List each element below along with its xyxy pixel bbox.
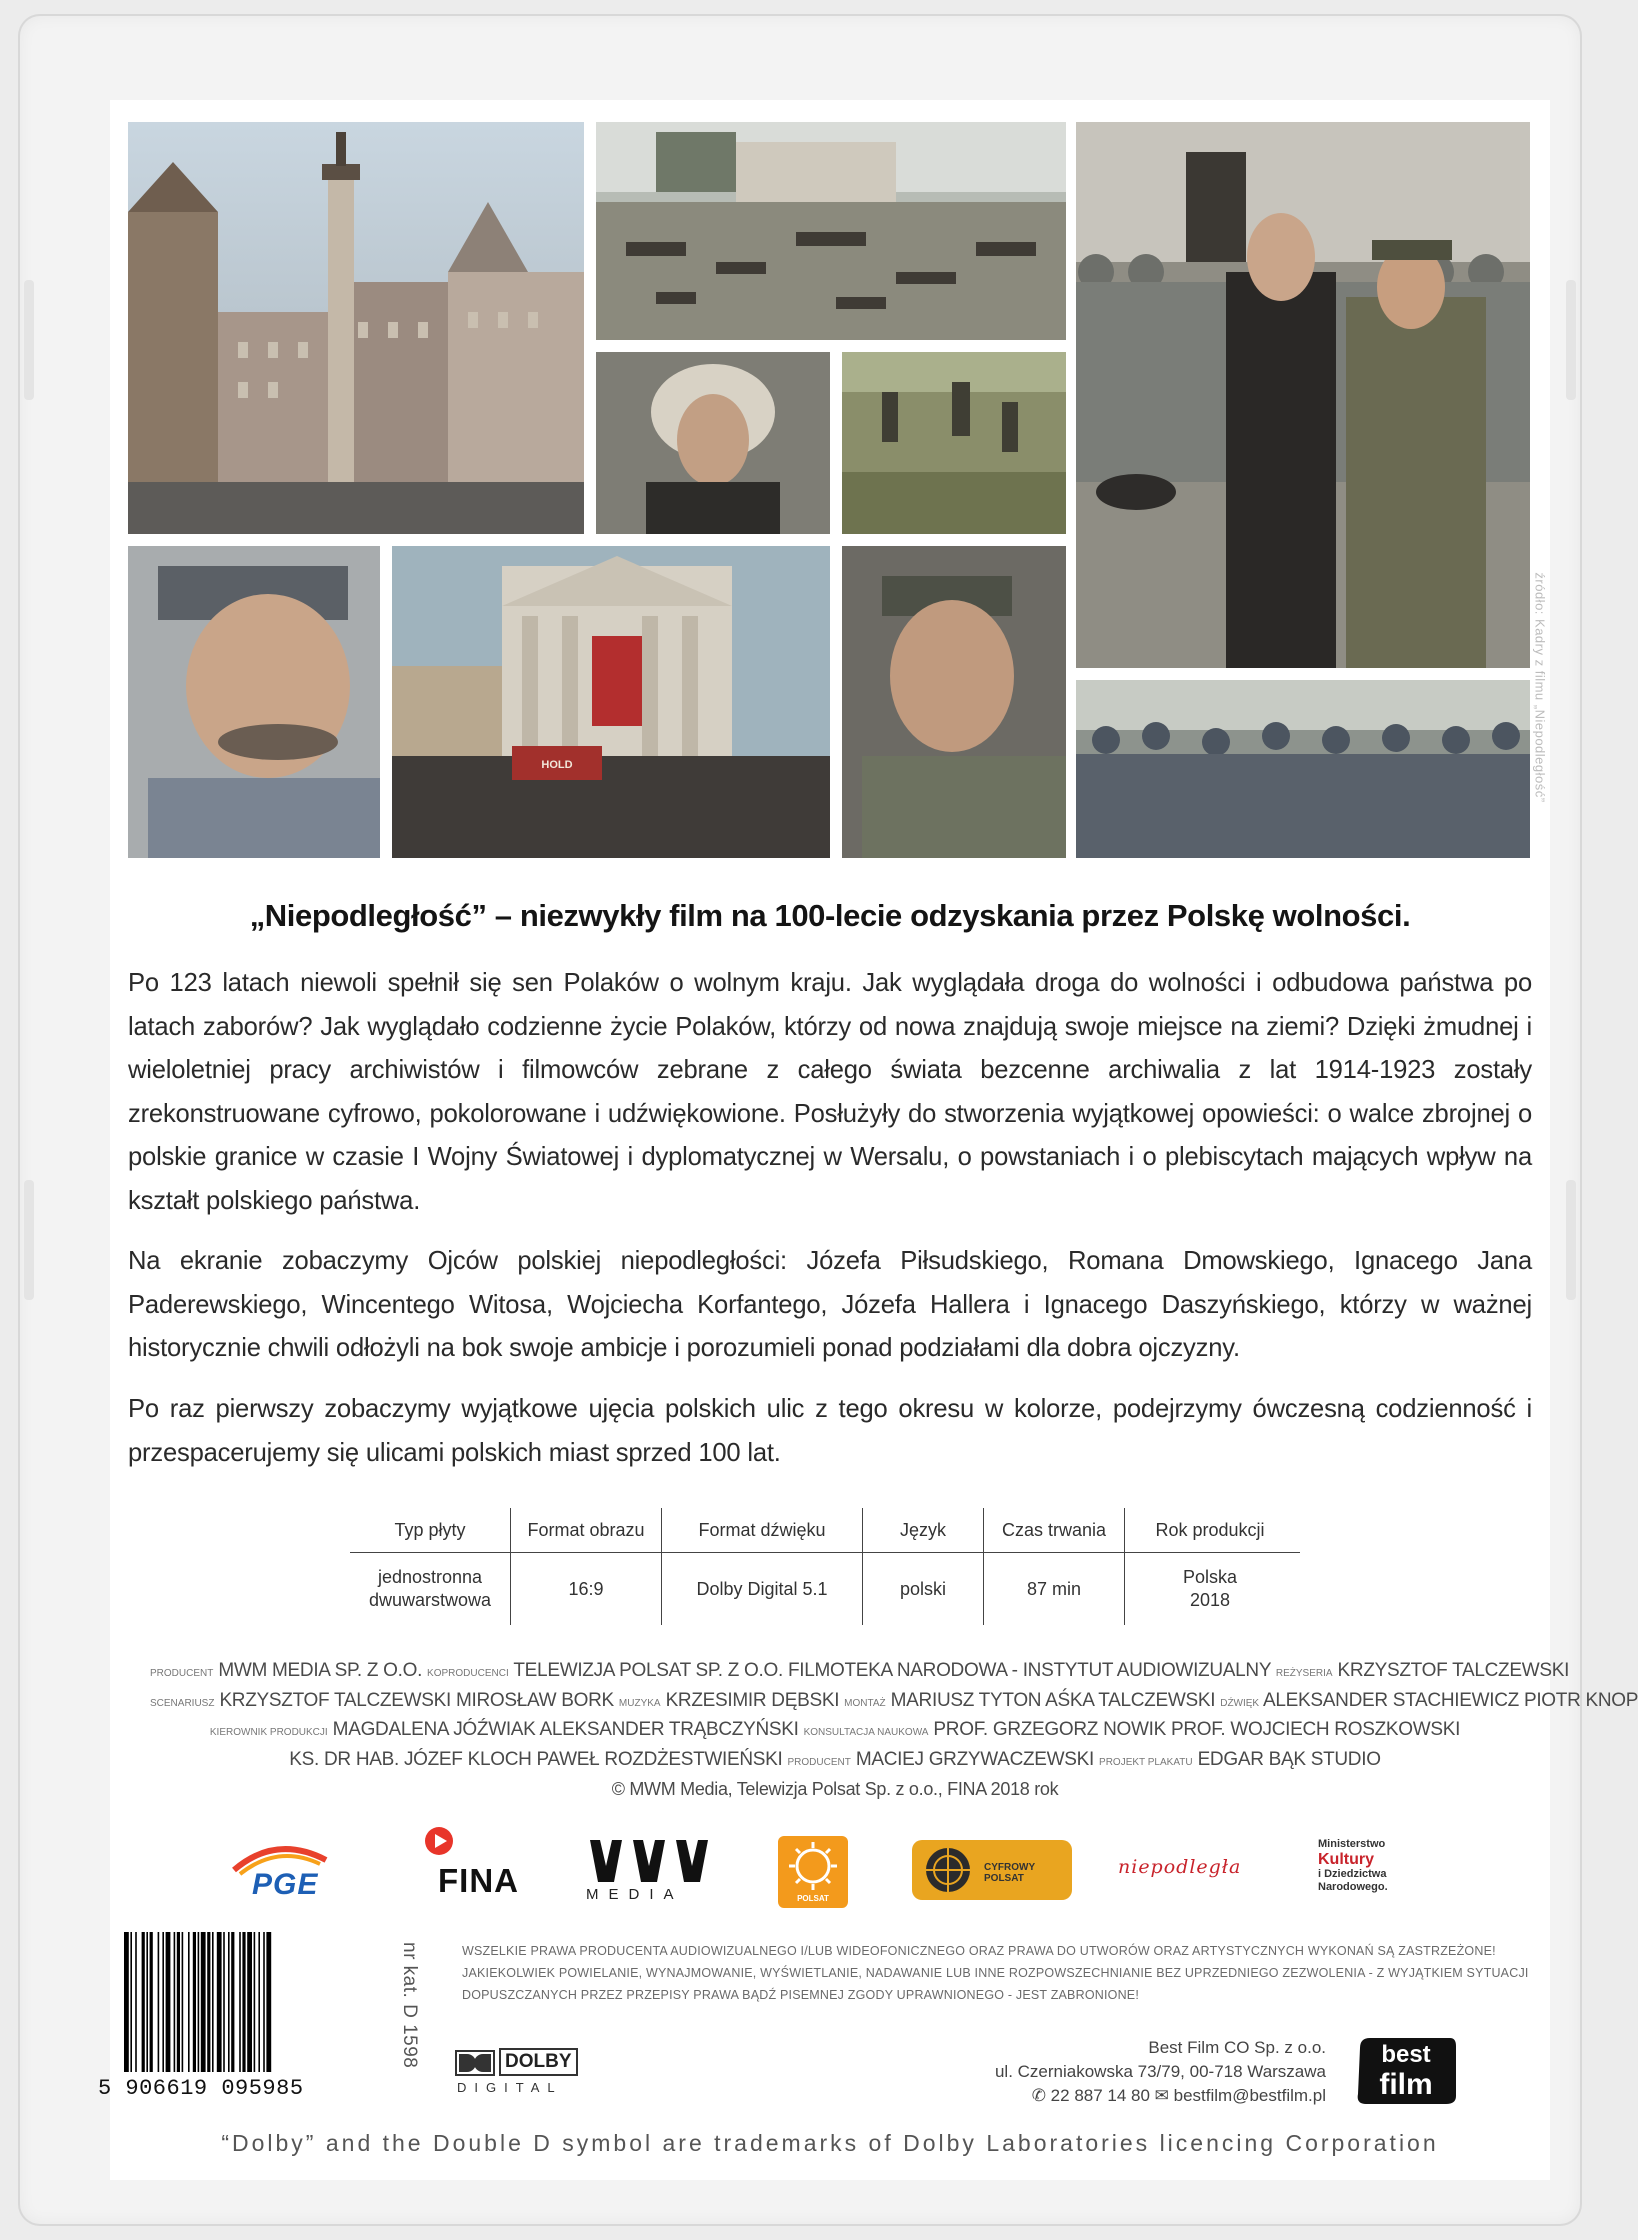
photo-politician-and-general <box>1076 122 1530 668</box>
specs-value <box>1124 1553 1295 1625</box>
barcode-bar <box>150 1932 153 2072</box>
credit-name: MAGDALENA JÓŹWIAK ALEKSANDER TRĄBCZYŃSKI <box>332 1719 799 1740</box>
photo-officer-portrait <box>842 546 1066 858</box>
barcode-bar <box>223 1932 225 2072</box>
specs-header-row <box>350 1508 1300 1553</box>
credits-line <box>150 1719 1520 1741</box>
barcode-bar <box>258 1932 260 2072</box>
specs-header: Format obrazu <box>510 1508 661 1552</box>
double-d-icon <box>455 2050 495 2076</box>
barcode-bar <box>212 1932 214 2072</box>
credit-name: TELEWIZJA POLSAT SP. Z O.O. FILMOTEKA NARODOWA - INSTYTUT AUDIOWIZUALNY <box>513 1660 1271 1681</box>
credit-role: PROJEKT PLAKATU <box>1099 1757 1193 1768</box>
credit-role: KIEROWNIK PRODUKCJI <box>209 1727 328 1738</box>
cyfrowy-polsat-text: CYFROWY POLSAT <box>984 1862 1035 1884</box>
ministry-logo-line: Kultury <box>1318 1851 1374 1868</box>
catalog-number-text: nr kat. D 1598 <box>399 1942 420 2069</box>
specs-value <box>350 1553 510 1625</box>
case-notch <box>1566 1180 1576 1300</box>
polsat-logo-text: POLSAT <box>797 1894 829 1903</box>
specs-value-row <box>350 1553 1300 1625</box>
photo-pilsudski-portrait <box>128 546 380 858</box>
credit-role: PRODUCENT <box>150 1668 214 1679</box>
credit-role: KONSULTACJA NAUKOWA <box>803 1727 929 1738</box>
barcode-bar <box>266 1932 271 2072</box>
specs-value: Dolby Digital 5.1 <box>661 1553 862 1625</box>
distributor-address: ul. Czerniakowska 73/79, 00-718 Warszawa <box>994 2062 1326 2081</box>
barcode-bar <box>142 1932 145 2072</box>
credits-line <box>150 1660 1570 1682</box>
credit-role: REŻYSERIA <box>1275 1668 1333 1679</box>
barcode-bar <box>217 1932 222 2072</box>
svg-text:film: film <box>1379 2068 1433 2101</box>
ministry-logo-line: Narodowego. <box>1318 1881 1388 1893</box>
photo-market-square <box>596 122 1066 340</box>
barcode-bar <box>135 1932 137 2072</box>
svg-text:HOLD: HOLD <box>541 759 573 771</box>
credit-name: MWM MEDIA SP. Z O.O. <box>218 1660 423 1681</box>
barcode-bar <box>182 1932 184 2072</box>
credits-line <box>150 1749 1520 1771</box>
specs-value-line: Polska <box>1182 1567 1238 1587</box>
photo-warsaw-column <box>128 122 584 534</box>
case-notch <box>24 1180 34 1300</box>
dolby-digital-logo <box>455 2048 605 2098</box>
barcode-bar <box>198 1932 200 2072</box>
credit-role: MONTAŻ <box>844 1698 886 1709</box>
specs-header: Czas trwania <box>983 1508 1124 1552</box>
pge-logo-text: PGE <box>252 1868 319 1901</box>
copyright-line: © MWM Media, Telewizja Polsat Sp. z o.o., FINA 2018 rok <box>611 1779 1059 1799</box>
photo-field-workers <box>842 352 1066 534</box>
rights-notice: WSZELKIE PRAWA PRODUCENTA AUDIOWIZUALNEGO I/LUB WIDEOFONICZNEGO ORAZ PRAWA DO UTWORÓW ORAZ ARTYSTYCZNYCH WYKONAŃ SĄ ZASTRZEŻONE! <box>462 1944 1496 1958</box>
mwm-logo-mark <box>590 1840 708 1882</box>
description-paragraph: Po 123 latach niewoli spełnił się sen Polaków o wolnym kraju. Jak wyglądała droga do wolności i odbudowa państwa po latach zaborów? Jak wyglądało codzienne życie Polaków, którzy od nowa znajdują swoje miejsce na ziemi? Dzięki żmudnej i wieloletniej pracy archiwistów i filmowców zebrane z całego świata bezcenne archiwalia z lat 1914-1923 zostały zrekonstruowane cyfrowo, pokolorowane i udźwiękowione. Posłużyły do stworzenia wyjątkowej opowieści: o walce zbrojnej o polskie granice w czasie I Wojny Światowej i dyplomatycznej w Wersalu, o powstaniach i o plebiscytach mających wpływ na kształt polskiego państwa. <box>128 969 1532 1215</box>
specs-header: Rok produkcji <box>1124 1508 1295 1552</box>
barcode-bar <box>239 1932 241 2072</box>
barcode-bar <box>124 1932 129 2072</box>
barcode-bar <box>201 1932 206 2072</box>
fina-play-icon <box>424 1826 454 1856</box>
barcode-bar <box>193 1932 196 2072</box>
case-notch <box>24 280 34 400</box>
niepodlegla-logo: niepodległa <box>1118 1856 1242 1878</box>
barcode-bar <box>146 1932 148 2072</box>
credit-role: DŹWIĘK <box>1220 1698 1260 1709</box>
svg-text:best: best <box>1381 2041 1431 2068</box>
photo-paderewski-portrait <box>596 352 830 534</box>
dolby-word: DOLBY <box>499 2048 578 2076</box>
polsat-logo <box>778 1836 848 1908</box>
specs-value: polski <box>862 1553 983 1625</box>
credit-name: MACIEJ GRZYWACZEWSKI <box>855 1749 1095 1770</box>
credit-role: PRODUCENT <box>787 1757 851 1768</box>
specs-header: Język <box>862 1508 983 1552</box>
specs-table <box>350 1508 1300 1625</box>
credit-role: KOPRODUCENCI <box>427 1668 509 1679</box>
dolby-trademark-notice: “Dolby” and the Double D symbol are trademarks of Dolby Laboratories licencing Corporation <box>221 2130 1439 2156</box>
credit-name: KRZYSZTOF TALCZEWSKI MIROSŁAW BORK <box>219 1690 614 1711</box>
credit-name: ALEKSANDER STACHIEWICZ PIOTR KNOP <box>1263 1690 1638 1711</box>
credit-name: KS. DR HAB. JÓZEF KLOCH PAWEŁ ROZDŻESTWIEŃSKI <box>289 1749 783 1770</box>
barcode-bar <box>188 1932 190 2072</box>
barcode-bar <box>174 1932 176 2072</box>
specs-value: 87 min <box>983 1553 1124 1625</box>
barcode-bar <box>247 1932 252 2072</box>
ministry-logo-line: i Dziedzictwa <box>1318 1868 1387 1880</box>
ministry-logo-line: Ministerstwo <box>1318 1838 1386 1850</box>
photo-source-credit: źródło: Kadry z filmu „Niepodległość” <box>1532 572 1548 803</box>
fina-logo: FINA <box>438 1862 519 1899</box>
headline: „Niepodległość” – niezwykły film na 100-lecie odzyskania przez Polskę wolności. <box>249 898 1411 933</box>
cyfrowy-polsat-logo <box>912 1840 1072 1900</box>
credit-name: PROF. GRZEGORZ NOWIK PROF. WOJCIECH ROSZKOWSKI <box>933 1719 1461 1740</box>
distributor-contact: ✆ 22 887 14 80 ✉ bestfilm@bestfilm.pl <box>1031 2086 1326 2105</box>
specs-value: 16:9 <box>510 1553 661 1625</box>
barcode-bar <box>231 1932 234 2072</box>
credit-role: MUZYKA <box>618 1698 661 1709</box>
specs-value-line: 2018 <box>1189 1590 1231 1610</box>
best-film-logo <box>1354 2034 1458 2108</box>
specs-value-line: jednostronna <box>377 1567 483 1587</box>
distributor-name: Best Film CO Sp. z o.o. <box>1148 2038 1326 2057</box>
barcode-bar <box>166 1932 171 2072</box>
barcode-bar <box>130 1932 132 2072</box>
catalog-number <box>394 1938 424 2098</box>
barcode-bar <box>254 1932 256 2072</box>
credits-line <box>150 1690 1638 1712</box>
case-notch <box>1566 280 1576 400</box>
barcode-bar <box>162 1932 164 2072</box>
barcode-bar <box>177 1932 180 2072</box>
barcode-bar <box>228 1932 230 2072</box>
photo-crowd-church <box>392 546 830 858</box>
mwm-logo-text: MEDIA <box>586 1886 684 1903</box>
specs-header: Format dźwięku <box>661 1508 862 1552</box>
specs-header: Typ płyty <box>394 1519 466 1540</box>
credit-name: KRZYSZTOF TALCZEWSKI <box>1337 1660 1570 1681</box>
barcode-bar <box>207 1932 210 2072</box>
barcode-bar <box>158 1932 160 2072</box>
barcode <box>120 1932 366 2098</box>
ministry-culture-logo <box>1318 1838 1428 1894</box>
description-paragraph: Na ekranie zobaczymy Ojców polskiej niepodległości: Józefa Piłsudskiego, Romana Dmowskiego, Ignacego Jana Paderewskiego, Wincentego Witosa, Wojciecha Korfantego, Józefa Hallera i Ignacego Daszyńskiego, którzy w ważnej historycznie chwili odłożyli na bok swoje ambicje i porozumieli ponad podziałami dla dobra ojczyzny. <box>128 1247 1532 1362</box>
description-paragraph: Po raz pierwszy zobaczymy wyjątkowe ujęcia polskich ulic z tego okresu w kolorze, podejrzymy ówczesną codzienność i przespacerujemy się ulicami polskich miast sprzed 100 lat. <box>128 1395 1532 1467</box>
dolby-digital-text: DIGITAL <box>457 2080 563 2095</box>
rights-notice: DOPUSZCZANYCH PRZEZ PRZEPISY PRAWA BĄDŹ PISEMNEJ ZGODY UPRAWNIONEGO - JEST ZABRONIONE! <box>462 1988 1140 2002</box>
pge-logo <box>226 1838 336 1906</box>
barcode-bar <box>263 1932 265 2072</box>
credit-name: EDGAR BĄK STUDIO <box>1197 1749 1381 1770</box>
rights-notice: JAKIEKOLWIEK POWIELANIE, WYNAJMOWANIE, WYŚWIETLANIE, NADAWANIE LUB INNE ROZPOWSZECHNIANIE BEZ UPRZEDNIEGO ZEZWOLENIA - Z WYJĄTKIEM SYTUACJI <box>462 1966 1529 1980</box>
credit-name: KRZESIMIR DĘBSKI <box>665 1690 840 1711</box>
barcode-bar <box>242 1932 245 2072</box>
barcode-number: 5 906619 095985 <box>98 2076 304 2101</box>
credit-name: MARIUSZ TYTON AŚKA TALCZEWSKI <box>890 1690 1216 1711</box>
credit-role: SCENARIUSZ <box>150 1698 215 1709</box>
photo-military-parade <box>1076 680 1530 858</box>
specs-value-line: dwuwarstwowa <box>368 1590 492 1610</box>
